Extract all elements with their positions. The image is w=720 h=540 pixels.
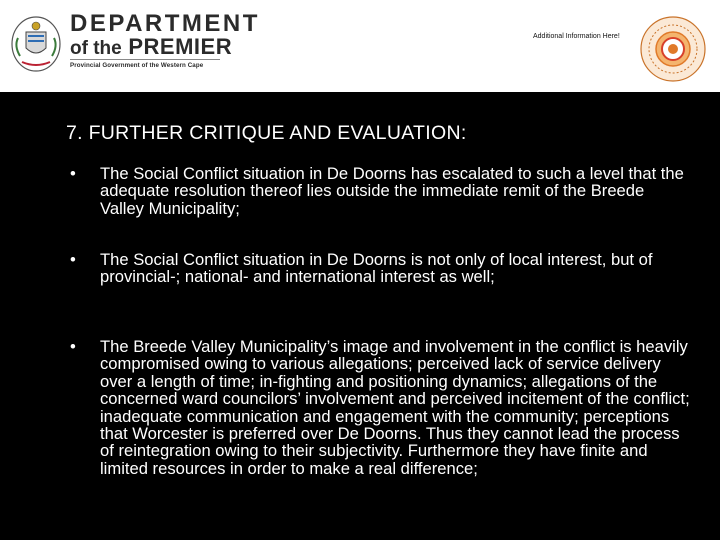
bullet-text: The Social Conflict situation in De Doorns is not only of local interest, but of provincial-; national- and international interest as well; bbox=[100, 250, 653, 287]
department-title: DEPARTMENT bbox=[70, 10, 260, 37]
bullet-item bbox=[70, 165, 690, 217]
bullet-item bbox=[70, 338, 690, 477]
slide-title: 7. FURTHER CRITIQUE AND EVALUATION: bbox=[66, 122, 467, 144]
department-premier: PREMIER bbox=[128, 34, 233, 59]
slide-header bbox=[0, 0, 720, 92]
logo-divider bbox=[70, 59, 220, 60]
department-subtitle bbox=[70, 36, 232, 60]
provincial-seal-icon bbox=[638, 14, 708, 84]
additional-info-text: Additional Information Here! bbox=[533, 33, 620, 40]
department-of-the: of the bbox=[70, 38, 122, 59]
bullet-text: The Breede Valley Municipality’s image and involvement in the conflict is heavily compromised owing to various allegations; perceived lack of service delivery over a length of time; in-fighting and positioning dynamics; allegations of the concerned ward councilors’ involvement and perceived incitement of the conflict; inadequate communication and engagement with the community; perceptions that Worcester is preferred over De Doorns. Thus they cannot lead the process of reintegration owing to their subjectivity. Furthermore they have finite and limited resources in order to make a real difference; bbox=[100, 337, 690, 478]
bullet-item bbox=[70, 251, 690, 286]
bullet-marker: • bbox=[70, 250, 76, 269]
bullet-marker: • bbox=[70, 337, 76, 356]
coat-of-arms-icon bbox=[10, 14, 62, 74]
bullet-text: The Social Conflict situation in De Doorns has escalated to such a level that the adequate resolution thereof lies outside the immediate remit of the Breede Valley Municipality; bbox=[100, 164, 684, 218]
bullet-marker: • bbox=[70, 164, 76, 183]
department-tagline: Provincial Government of the Western Cape bbox=[70, 62, 204, 69]
